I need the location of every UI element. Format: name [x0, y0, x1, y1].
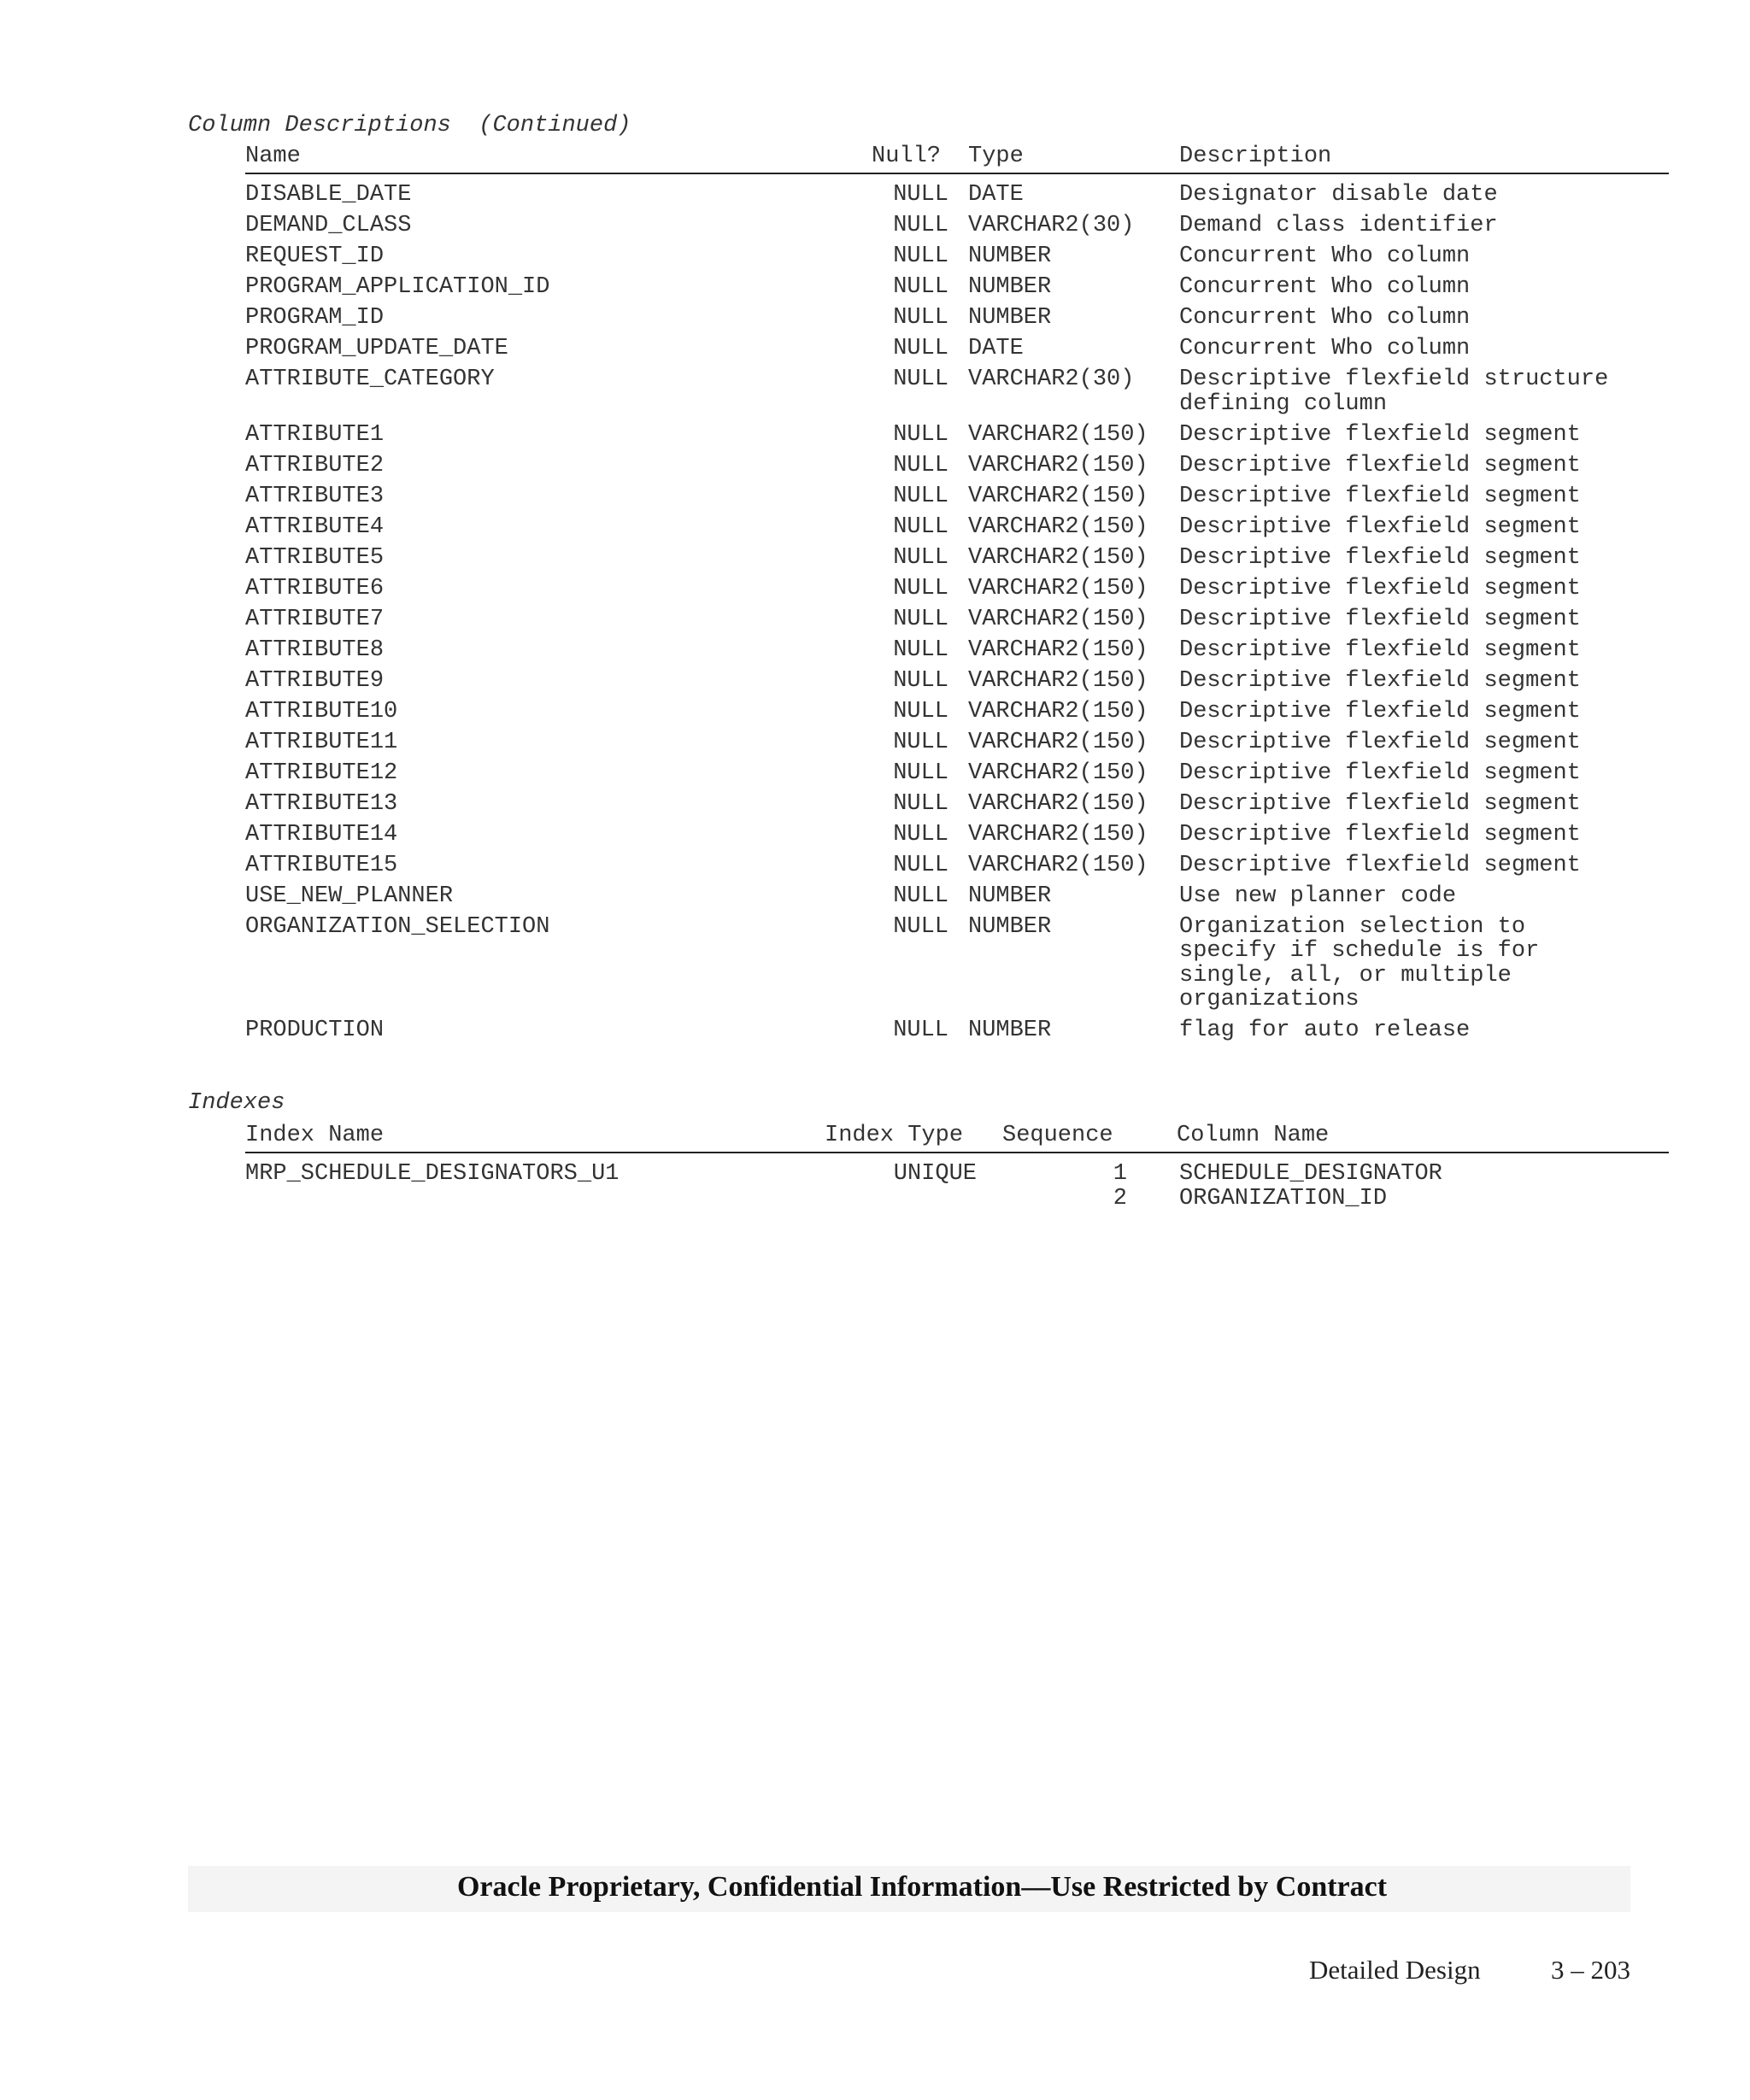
index-sequence-list [1057, 1162, 1127, 1211]
table-row [245, 669, 1669, 694]
column-null: NULL [893, 667, 948, 694]
column-description [1179, 730, 1658, 755]
column-null: NULL [893, 606, 948, 632]
description-line: Descriptive flexfield segment [1179, 790, 1581, 817]
column-name: PROGRAM_UPDATE_DATE [245, 336, 508, 361]
column-description [1179, 823, 1658, 848]
column-description [1179, 275, 1658, 300]
table-row [245, 515, 1669, 540]
column-type: NUMBER [968, 243, 1052, 269]
description-line: Concurrent Who column [1179, 305, 1471, 331]
column-description [1179, 638, 1658, 663]
column-type: VARCHAR2(150) [968, 729, 1148, 755]
column-name: ATTRIBUTE5 [245, 544, 385, 571]
column-name: PROGRAM_APPLICATION_ID [245, 274, 550, 300]
column-null: NULL [893, 883, 948, 909]
column-type: VARCHAR2(30) [968, 367, 1135, 392]
column-name: ATTRIBUTE3 [245, 483, 385, 509]
column-null: NULL [893, 336, 948, 361]
description-line: organizations [1179, 987, 1359, 1012]
table-row [245, 454, 1669, 478]
column-type: NUMBER [968, 305, 1052, 331]
column-null: NULL [893, 1018, 948, 1043]
column-name: ATTRIBUTE10 [245, 698, 398, 724]
column-name: ATTRIBUTE12 [245, 760, 398, 786]
description-line: Descriptive flexfield structure [1179, 367, 1609, 392]
column-type: VARCHAR2(150) [968, 606, 1148, 632]
table-row [245, 337, 1669, 361]
index-sequence: 2 [1113, 1185, 1127, 1211]
column-null: NULL [893, 636, 948, 663]
table-row [245, 423, 1669, 448]
index-type: UNIQUE [893, 1161, 977, 1187]
page-number: 3 – 203 [1551, 1955, 1630, 1985]
column-description [1179, 367, 1658, 416]
column-name: ATTRIBUTE9 [245, 667, 385, 694]
column-null: NULL [893, 182, 948, 208]
column-null: NULL [893, 760, 948, 786]
table-row [245, 275, 1669, 300]
column-description [1179, 337, 1658, 361]
description-line: single, all, or multiple [1179, 962, 1512, 988]
column-type: VARCHAR2(150) [968, 544, 1148, 571]
column-name: REQUEST_ID [245, 243, 385, 269]
column-rows [245, 174, 1669, 1043]
column-name: ATTRIBUTE6 [245, 575, 385, 601]
column-description [1179, 700, 1658, 724]
column-descriptions-title: Column Descriptions (Continued) [188, 113, 631, 138]
description-line: Descriptive flexfield segment [1179, 698, 1581, 724]
column-type: VARCHAR2(30) [968, 213, 1135, 238]
description-line: Descriptive flexfield segment [1179, 760, 1581, 786]
description-line: Use new planner code [1179, 883, 1457, 909]
description-line: Descriptive flexfield segment [1179, 421, 1581, 448]
column-name: DISABLE_DATE [245, 182, 412, 208]
column-type: VARCHAR2(150) [968, 821, 1148, 848]
description-line: Descriptive flexfield segment [1179, 636, 1581, 663]
column-description [1179, 546, 1658, 571]
description-line: Descriptive flexfield segment [1179, 852, 1581, 878]
column-name: PRODUCTION [245, 1018, 385, 1043]
column-null: NULL [893, 483, 948, 509]
column-type: VARCHAR2(150) [968, 698, 1148, 724]
column-type: VARCHAR2(150) [968, 636, 1148, 663]
column-type: VARCHAR2(150) [968, 452, 1148, 478]
column-name: ATTRIBUTE13 [245, 790, 398, 817]
column-description [1179, 792, 1658, 817]
column-description [1179, 454, 1658, 478]
column-name: ATTRIBUTE7 [245, 606, 385, 632]
confidential-notice [0, 1871, 1750, 1903]
column-type: NUMBER [968, 274, 1052, 300]
column-null: NULL [893, 213, 948, 238]
description-line: Concurrent Who column [1179, 274, 1471, 300]
column-name: ATTRIBUTE2 [245, 452, 385, 478]
column-name: ATTRIBUTE_CATEGORY [245, 367, 495, 392]
table-header [245, 144, 1669, 174]
column-null: NULL [893, 274, 948, 300]
index-name: MRP_SCHEDULE_DESIGNATORS_U1 [245, 1161, 620, 1187]
column-description [1179, 244, 1658, 269]
index-rows [245, 1153, 1669, 1211]
column-description [1179, 853, 1658, 878]
column-null: NULL [893, 821, 948, 848]
column-null: NULL [893, 729, 948, 755]
description-line: Descriptive flexfield segment [1179, 821, 1581, 848]
column-null: NULL [893, 243, 948, 269]
description-line: Descriptive flexfield segment [1179, 513, 1581, 540]
description-line: Descriptive flexfield segment [1179, 575, 1581, 601]
header-type: Type [968, 144, 1024, 169]
index-column: SCHEDULE_DESIGNATOR [1179, 1161, 1442, 1187]
column-name: PROGRAM_ID [245, 305, 385, 331]
column-type: NUMBER [968, 883, 1052, 909]
description-line: Descriptive flexfield segment [1179, 606, 1581, 632]
table-row [245, 484, 1669, 509]
column-description [1179, 884, 1658, 909]
column-type: VARCHAR2(150) [968, 421, 1148, 448]
description-line: defining column [1179, 390, 1388, 417]
column-type: VARCHAR2(150) [968, 483, 1148, 509]
column-type: VARCHAR2(150) [968, 575, 1148, 601]
description-line: Descriptive flexfield segment [1179, 452, 1581, 478]
index-column-list [1179, 1162, 1442, 1211]
column-description [1179, 669, 1658, 694]
column-name: ATTRIBUTE8 [245, 636, 385, 663]
table-row [245, 730, 1669, 755]
column-null: NULL [893, 575, 948, 601]
column-type: DATE [968, 182, 1024, 208]
column-name: ORGANIZATION_SELECTION [245, 913, 550, 940]
index-row [245, 1162, 1669, 1211]
column-name: ATTRIBUTE15 [245, 852, 398, 878]
table-row [245, 853, 1669, 878]
column-null: NULL [893, 544, 948, 571]
index-table-header [245, 1123, 1669, 1153]
column-name: ATTRIBUTE4 [245, 513, 385, 540]
header-index-name: Index Name [245, 1123, 385, 1148]
description-line: Descriptive flexfield segment [1179, 667, 1581, 694]
column-description [1179, 183, 1658, 208]
table-row [245, 638, 1669, 663]
indexes-table [245, 1123, 1669, 1217]
column-name: ATTRIBUTE1 [245, 421, 385, 448]
column-description [1179, 761, 1658, 786]
column-type: VARCHAR2(150) [968, 790, 1148, 817]
header-sequence: Sequence [1002, 1123, 1113, 1148]
column-description [1179, 915, 1658, 1012]
table-row [245, 761, 1669, 786]
column-description [1179, 306, 1658, 331]
indexes-title: Indexes [188, 1090, 285, 1116]
column-null: NULL [893, 452, 948, 478]
table-row [245, 577, 1669, 601]
column-description [1179, 423, 1658, 448]
column-description [1179, 484, 1658, 509]
table-row [245, 823, 1669, 848]
column-description [1179, 1018, 1658, 1043]
column-null: NULL [893, 305, 948, 331]
column-type: NUMBER [968, 913, 1052, 940]
description-line: flag for auto release [1179, 1018, 1471, 1043]
column-type: VARCHAR2(150) [968, 760, 1148, 786]
column-null: NULL [893, 367, 948, 392]
table-row [245, 607, 1669, 632]
column-descriptions-table [245, 144, 1669, 1049]
column-type: DATE [968, 336, 1024, 361]
column-null: NULL [893, 698, 948, 724]
description-line: Concurrent Who column [1179, 243, 1471, 269]
table-row [245, 183, 1669, 208]
column-type: VARCHAR2(150) [968, 513, 1148, 540]
table-row [245, 915, 1669, 1012]
description-line: specify if schedule is for [1179, 938, 1540, 964]
column-null: NULL [893, 421, 948, 448]
column-description [1179, 214, 1658, 238]
description-line: Descriptive flexfield segment [1179, 483, 1581, 509]
header-name: Name [245, 144, 301, 169]
column-type: VARCHAR2(150) [968, 667, 1148, 694]
description-line: Designator disable date [1179, 182, 1498, 208]
column-null: NULL [893, 913, 948, 940]
description-line: Organization selection to [1179, 913, 1526, 940]
column-name: ATTRIBUTE14 [245, 821, 398, 848]
table-row [245, 367, 1669, 416]
table-row [245, 214, 1669, 238]
description-line: Descriptive flexfield segment [1179, 544, 1581, 571]
table-row [245, 792, 1669, 817]
description-line: Demand class identifier [1179, 213, 1498, 238]
column-name: DEMAND_CLASS [245, 213, 412, 238]
header-null: Null? [872, 144, 942, 169]
table-row [245, 244, 1669, 269]
index-column: ORGANIZATION_ID [1179, 1185, 1388, 1211]
column-description [1179, 607, 1658, 632]
header-column-name: Column Name [1177, 1123, 1330, 1148]
description-line: Descriptive flexfield segment [1179, 729, 1581, 755]
column-null: NULL [893, 852, 948, 878]
column-description [1179, 515, 1658, 540]
confidential-notice-text: Oracle Proprietary, Confidential Information––Use Restricted by Contract [456, 1871, 1388, 1903]
column-name: USE_NEW_PLANNER [245, 883, 454, 909]
table-row [245, 306, 1669, 331]
column-null: NULL [893, 513, 948, 540]
header-index-type: Index Type [825, 1123, 964, 1148]
table-row [245, 546, 1669, 571]
column-description [1179, 577, 1658, 601]
column-name: ATTRIBUTE11 [245, 729, 398, 755]
column-type: NUMBER [968, 1018, 1052, 1043]
index-sequence: 1 [1113, 1161, 1127, 1187]
header-description: Description [1179, 144, 1332, 169]
description-line: Concurrent Who column [1179, 336, 1471, 361]
column-null: NULL [893, 790, 948, 817]
section-name: Detailed Design [1309, 1955, 1481, 1985]
column-type: VARCHAR2(150) [968, 852, 1148, 878]
table-row [245, 1018, 1669, 1043]
table-row [245, 884, 1669, 909]
table-row [245, 700, 1669, 724]
